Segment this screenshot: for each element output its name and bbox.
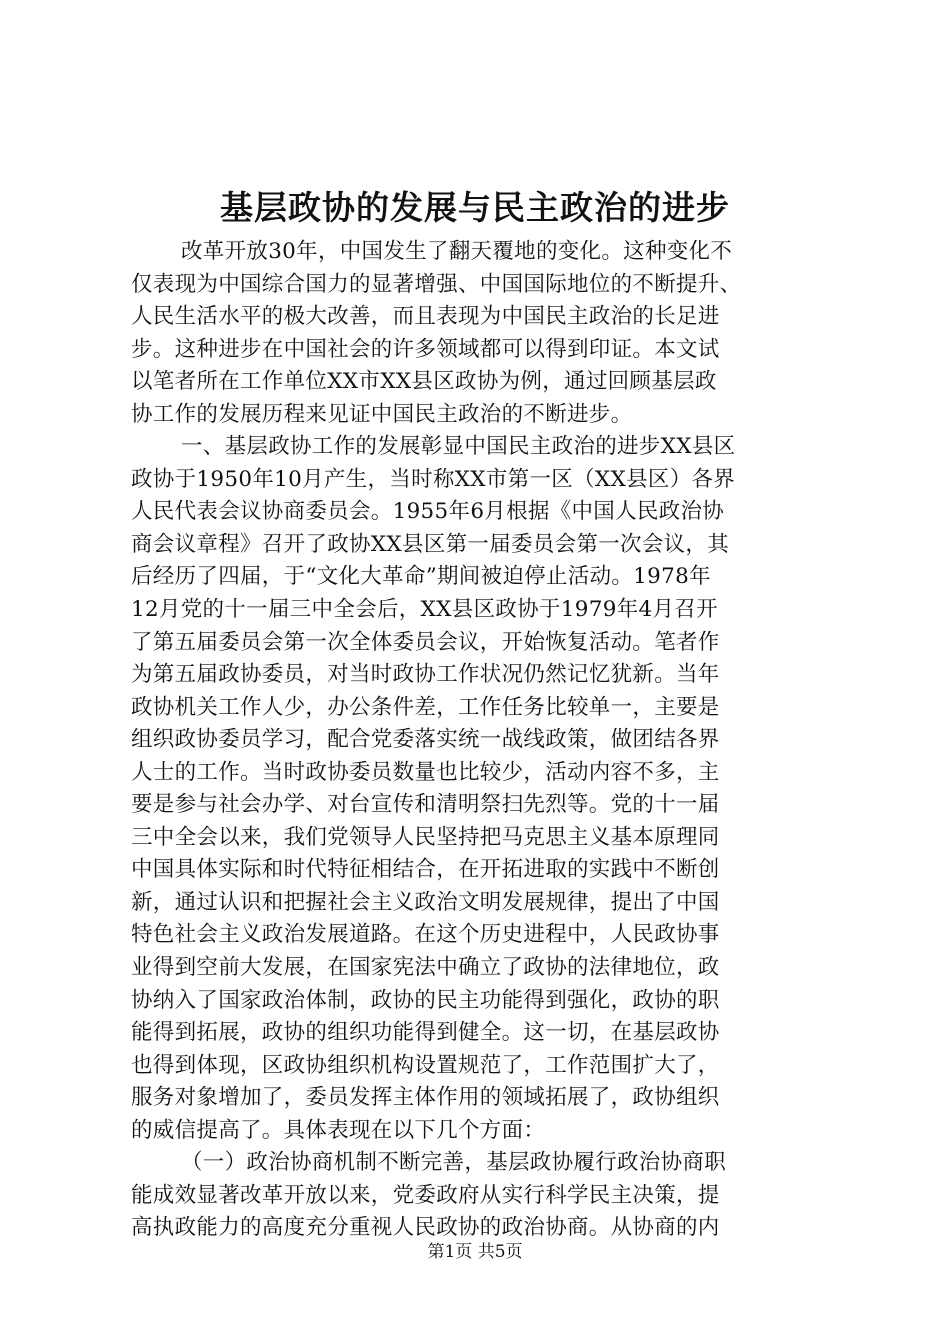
body-line: 也得到体现，区政协组织机构设置规范了，工作范围扩大了， (131, 1052, 720, 1078)
body-line: 一、基层政协工作的发展彰显中国民主政治的进步XX县区 (181, 434, 736, 460)
page-number-footer: 第1页 共5页 (427, 1242, 523, 1262)
body-line: 特色社会主义政治发展道路。在这个历史进程中，人民政协事 (131, 922, 720, 948)
body-line: 了第五届委员会第一次全体委员会议，开始恢复活动。笔者作 (131, 629, 720, 655)
body-line: 高执政能力的高度充分重视人民政协的政治协商。从协商的内 (131, 1215, 720, 1241)
body-line: 人民代表会议协商委员会。1955年6月根据《中国人民政治协 (131, 499, 725, 525)
body-line: 新，通过认识和把握社会主义政治文明发展规律，提出了中国 (131, 889, 720, 915)
body-line: 人士的工作。当时政协委员数量也比较少，活动内容不多，主 (131, 759, 720, 785)
body-line: 后经历了四届，于“文化大革命”期间被迫停止活动。1978年 (131, 564, 711, 590)
body-line: 商会议章程》召开了政协XX县区第一届委员会第一次会议，其 (131, 531, 730, 557)
document-title: 基层政协的发展与民主政治的进步 (220, 188, 730, 227)
document-body (131, 236, 831, 1245)
body-line: 为第五届政协委员，对当时政协工作状况仍然记忆犹新。当年 (131, 662, 720, 688)
body-line: 协纳入了国家政治体制，政协的民主功能得到强化，政协的职 (131, 987, 720, 1013)
body-line: 12月党的十一届三中全会后，XX县区政协于1979年4月召开 (131, 597, 718, 623)
body-line: 改革开放30年，中国发生了翻天覆地的变化。这种变化不 (181, 239, 733, 264)
body-line: 服务对象增加了，委员发挥主体作用的领域拓展了，政协组织 (131, 1085, 720, 1111)
body-line: 业得到空前大发展，在国家宪法中确立了政协的法律地位，政 (131, 955, 720, 981)
body-line: 能成效显著改革开放以来，党委政府从实行科学民主决策，提 (131, 1182, 720, 1208)
body-line: 能得到拓展，政协的组织功能得到健全。这一切，在基层政协 (131, 1020, 720, 1046)
body-line: 中国具体实际和时代特征相结合，在开拓进取的实践中不断创 (131, 857, 720, 883)
body-line: 政协机关工作人少，办公条件差，工作任务比较单一，主要是 (131, 694, 720, 720)
body-line: 组织政协委员学习，配合党委落实统一战线政策，做团结各界 (131, 727, 720, 753)
body-line: 三中全会以来，我们党领导人民坚持把马克思主义基本原理同 (131, 824, 720, 850)
body-line: 协工作的发展历程来见证中国民主政治的不断进步。 (131, 401, 633, 427)
body-line: 仅表现为中国综合国力的显著增强、中国国际地位的不断提升、 (131, 271, 742, 297)
body-line: （一）政治协商机制不断完善，基层政协履行政治协商职 (181, 1150, 727, 1176)
body-line: 政协于1950年10月产生，当时称XX市第一区（XX县区）各界 (131, 466, 736, 492)
body-line: 以笔者所在工作单位XX市XX县区政协为例，通过回顾基层政 (131, 369, 717, 395)
body-line: 人民生活水平的极大改善，而且表现为中国民主政治的长足进 (131, 304, 720, 330)
body-line: 要是参与社会办学、对台宣传和清明祭扫先烈等。党的十一届 (131, 792, 720, 818)
body-line: 的威信提高了。具体表现在以下几个方面： (131, 1117, 546, 1143)
body-line: 步。这种进步在中国社会的许多领域都可以得到印证。本文试 (131, 336, 720, 362)
